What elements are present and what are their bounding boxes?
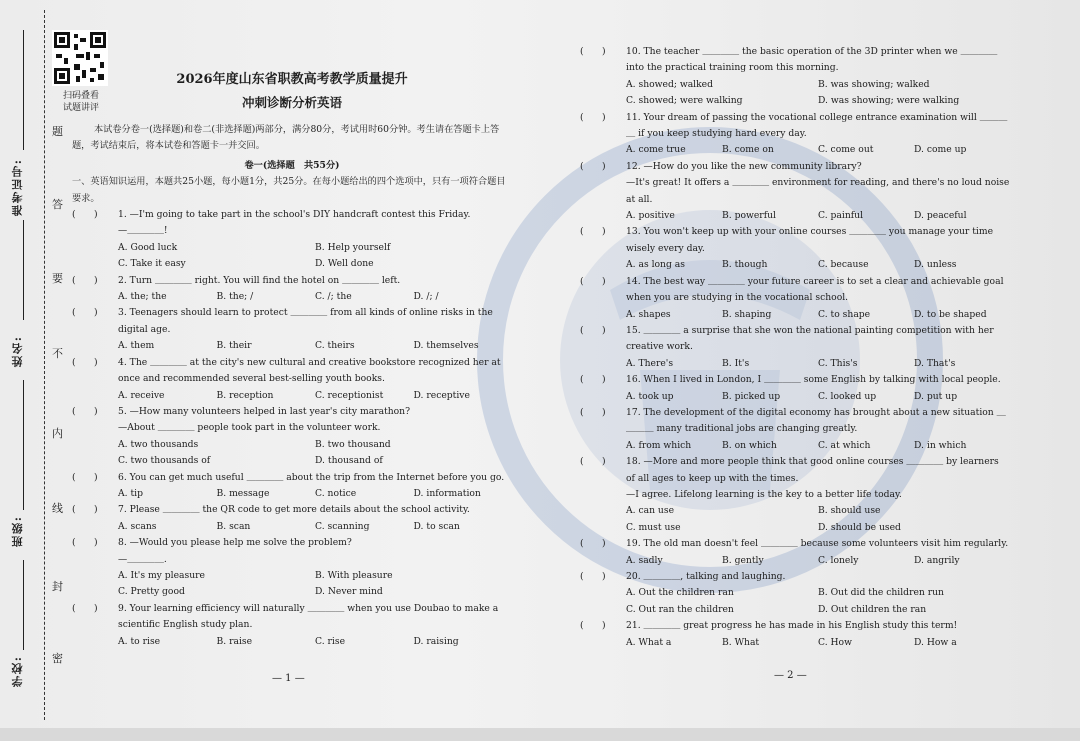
exam-number-line-2 <box>23 220 24 320</box>
answer-option: B. their <box>216 340 252 352</box>
answer-option: C. Pretty good <box>118 586 185 598</box>
answer-option: B. With pleasure <box>315 569 393 581</box>
question-stem-row <box>72 502 512 518</box>
question-list-left <box>72 207 512 650</box>
answer-option: C. to shape <box>818 308 871 320</box>
answer-bracket: ( ) <box>580 374 606 386</box>
answer-option: C. because <box>818 259 869 271</box>
question-stem: 13. You won't keep up with your online courses ＿＿＿＿ you manage your time wisely every day. <box>626 226 994 254</box>
answer-option: B. though <box>722 259 768 271</box>
answer-option: B. raise <box>216 635 253 647</box>
question-stem-row <box>580 372 1010 388</box>
answer-option: A. them <box>118 340 155 352</box>
answer-option: D. /; / <box>413 291 439 303</box>
exam-number-label: 准考证号: <box>11 158 24 217</box>
question-stem: 10. The teacher ＿＿＿＿ the basic operation of the 3D printer when we ＿＿＿＿ into the practical training room this morning. <box>626 46 998 74</box>
answer-option: D. Well done <box>315 258 374 270</box>
question-stem-row <box>580 159 1010 175</box>
answer-bracket: ( ) <box>580 275 606 287</box>
question-stem: 1. —I'm going to take part in the school's DIY handcraft contest this Friday. <box>118 209 471 221</box>
answer-option: B. shaping <box>722 308 772 320</box>
answer-option: B. powerful <box>722 210 776 222</box>
class-label: 班级: <box>11 515 24 548</box>
answer-option: D. That's <box>914 357 956 369</box>
question-item <box>580 274 1010 323</box>
question-stem: 9. Your learning efficiency will naturally ＿＿＿＿ when you use Doubao to make a scientific English study plan. <box>118 602 499 631</box>
question-item <box>72 601 512 650</box>
question-stem: 17. The development of the digital economy has brought about a new situation ＿＿＿＿ many traditional jobs are changing greatly. <box>626 406 1006 435</box>
answer-option: D. should be used <box>818 521 901 533</box>
answer-option: D. angrily <box>914 554 960 566</box>
question-stem: 11. Your dream of passing the vocational college entrance examination will ＿＿＿＿ if you keep studying hard every day. <box>626 111 1008 140</box>
answer-option: B. picked up <box>722 390 781 402</box>
question-stem-row <box>72 207 512 223</box>
answer-option: B. should use <box>818 505 881 517</box>
question-stem: 5. —How many volunteers helped in last year's city marathon? <box>118 405 411 417</box>
question-stem: 12. —How do you like the new community library? <box>626 160 862 172</box>
question-item <box>72 273 512 306</box>
answer-option: D. unless <box>914 259 957 271</box>
seal-char: 内 <box>52 427 63 440</box>
answer-option: B. Help yourself <box>315 241 391 253</box>
answer-option: C. This's <box>818 357 858 369</box>
seal-char: 线 <box>52 502 63 515</box>
question-dialogue-line: —It's great! It offers a ＿＿＿＿ environment for reading, and there's no loud noise at all. <box>626 177 1010 205</box>
answer-option: D. Never mind <box>315 586 383 598</box>
question-dialogue-line: —＿＿＿＿. <box>118 553 167 565</box>
question-item <box>580 44 1010 110</box>
option-group <box>580 356 1010 372</box>
answer-bracket: ( ) <box>580 571 606 582</box>
exam-subtitle: 冲刺诊断分析英语 <box>241 95 342 110</box>
answer-option: A. tip <box>118 487 143 499</box>
question-stem-row <box>580 454 1010 487</box>
column-right <box>580 44 1010 651</box>
seal-char: 答 <box>52 198 63 211</box>
answer-option: C. two thousands of <box>118 455 211 467</box>
option-group <box>580 635 1010 651</box>
answer-option: D. put up <box>914 390 958 402</box>
question-stem: 16. When I lived in London, I ＿＿＿＿ some English by talking with local people. <box>626 374 1001 386</box>
question-stem: 8. —Would you please help me solve the problem? <box>118 537 352 549</box>
question-stem: 18. —More and more people think that good online courses ＿＿＿＿ by learners of all ages to keep up with the times. <box>626 456 999 484</box>
question-item <box>580 405 1010 454</box>
answer-option: A. as long as <box>626 259 685 271</box>
question-stem-row <box>580 323 1010 356</box>
question-item <box>580 372 1010 405</box>
answer-bracket: ( ) <box>72 602 98 614</box>
answer-option: B. gently <box>722 554 764 566</box>
answer-option: D. to be shaped <box>914 308 987 320</box>
seal-char: 题 <box>52 125 63 138</box>
option-group <box>72 634 512 650</box>
answer-option: D. themselves <box>413 340 479 352</box>
option-group <box>72 486 512 502</box>
option-group <box>72 388 512 404</box>
answer-option: B. reception <box>216 389 274 401</box>
qr-caption-2: 试题讲评 <box>62 103 99 113</box>
option-group <box>72 338 512 354</box>
question-stem-row <box>72 355 512 388</box>
answer-option: D. Out children the ran <box>818 603 927 615</box>
answer-option: A. There's <box>626 357 674 369</box>
answer-option: A. It's my pleasure <box>118 569 205 581</box>
answer-option: B. come on <box>722 144 774 156</box>
page-number: — 2 — <box>774 670 807 681</box>
answer-option: C. at which <box>818 439 871 451</box>
answer-option: B. on which <box>722 439 777 451</box>
seal-char: 密 <box>52 652 63 665</box>
question-stem: 3. Teenagers should learn to protect ＿＿＿＿ from all kinds of online risks in the digital age. <box>118 307 493 335</box>
question-stem-row <box>72 273 512 289</box>
option-group <box>580 307 1010 323</box>
answer-option: A. took up <box>626 390 674 402</box>
answer-option: C. looked up <box>818 390 877 402</box>
answer-bracket: ( ) <box>580 456 606 468</box>
option-group <box>72 437 512 470</box>
seal-char: 要 <box>52 272 63 285</box>
answer-option: C. must use <box>626 521 681 533</box>
question-stem: 4. The ＿＿＿＿ at the city's new cultural and creative bookstore recognized her at once and recommended several best-selling youth books. <box>118 356 501 385</box>
cut-line <box>44 10 45 720</box>
question-stem-row <box>580 44 1010 77</box>
answer-bracket: ( ) <box>580 111 606 123</box>
question-item <box>72 305 512 354</box>
answer-option: A. What a <box>626 636 672 648</box>
answer-option: C. How <box>818 636 852 648</box>
answer-option: C. /; the <box>315 291 352 303</box>
question-stem-row <box>580 569 1010 585</box>
answer-bracket: ( ) <box>72 209 98 221</box>
answer-option: B. What <box>722 636 760 648</box>
seal-char: 封 <box>52 580 63 593</box>
answer-option: C. theirs <box>315 340 355 352</box>
answer-bracket: ( ) <box>72 504 98 516</box>
question-stem: 20. ＿＿＿＿, talking and laughing. <box>626 571 786 582</box>
column-left <box>72 70 512 650</box>
answer-bracket: ( ) <box>72 405 98 417</box>
answer-option: C. receptionist <box>315 389 384 401</box>
answer-bracket: ( ) <box>72 471 98 483</box>
question-item <box>72 502 512 535</box>
question-stem-row <box>72 601 512 634</box>
answer-option: C. painful <box>818 210 864 222</box>
answer-option: A. the; the <box>118 291 167 303</box>
question-item <box>580 323 1010 372</box>
question-item <box>72 404 512 470</box>
answer-option: C. come out <box>818 144 874 156</box>
exam-title: 2026年度山东省职教高考教学质量提升 <box>176 72 408 87</box>
answer-option: B. the; / <box>216 291 254 303</box>
answer-bracket: ( ) <box>72 274 98 286</box>
option-group <box>580 503 1010 536</box>
binding-strip <box>0 0 99 741</box>
question-stem-row <box>580 224 1010 257</box>
question-stem-row <box>72 470 512 486</box>
scan-edge <box>0 728 1080 741</box>
school-label: 学校: <box>11 655 24 688</box>
question-stem-row <box>580 405 1010 438</box>
answer-option: A. to rise <box>118 635 161 647</box>
qr-caption-1: 扫码叠看 <box>62 91 99 101</box>
question-dialogue-line: —About ＿＿＿＿ people took part in the volunteer work. <box>118 422 381 434</box>
question-item <box>580 110 1010 159</box>
question-stem-row <box>580 618 1010 634</box>
answer-option: D. receptive <box>413 389 470 401</box>
question-item <box>72 535 512 601</box>
question-stem: 15. ＿＿＿＿ a surprise that she won the national painting competition with her creative work. <box>626 324 994 353</box>
option-group <box>580 142 1010 158</box>
answer-option: B. message <box>216 487 270 499</box>
option-group <box>580 553 1010 569</box>
answer-option: A. from which <box>626 439 692 451</box>
question-stem: 7. Please ＿＿＿＿ the QR code to get more details about the school activity. <box>118 504 470 516</box>
seal-char: 不 <box>52 347 63 360</box>
option-group <box>580 389 1010 405</box>
question-item <box>72 470 512 503</box>
option-group <box>72 289 512 305</box>
answer-option: A. Out the children ran <box>626 587 734 599</box>
question-stem: 21. ＿＿＿＿ great progress he has made in his English study this term! <box>626 620 958 632</box>
question-stem-row <box>72 535 512 551</box>
question-dialogue-line: —I agree. Lifelong learning is the key to a better life today. <box>626 488 902 500</box>
answer-bracket: ( ) <box>580 406 606 418</box>
part-heading: 卷一(选择题 共55分) <box>244 159 340 171</box>
question-stem: 19. The old man doesn't feel ＿＿＿＿ because some volunteers visit him regularly. <box>626 538 1009 550</box>
answer-option: C. lonely <box>818 554 859 566</box>
question-item <box>580 454 1010 536</box>
name-line <box>23 380 24 510</box>
option-group <box>72 240 512 273</box>
answer-option: C. scanning <box>315 520 370 532</box>
answer-bracket: ( ) <box>580 226 606 238</box>
answer-bracket: ( ) <box>72 307 98 319</box>
answer-option: C. rise <box>315 635 346 647</box>
question-item <box>72 207 512 273</box>
answer-option: C. Take it easy <box>118 258 186 270</box>
question-item <box>72 355 512 404</box>
answer-option: A. receive <box>118 389 165 401</box>
answer-option: D. raising <box>413 635 459 647</box>
question-list-right <box>580 44 1010 651</box>
answer-option: A. Good luck <box>118 241 178 253</box>
answer-bracket: ( ) <box>580 620 606 632</box>
question-stem-row <box>580 274 1010 307</box>
answer-bracket: ( ) <box>580 324 606 336</box>
question-item <box>580 536 1010 569</box>
question-dialogue-line: —＿＿＿＿! <box>118 225 168 237</box>
answer-bracket: ( ) <box>580 46 606 57</box>
answer-bracket: ( ) <box>72 537 98 549</box>
answer-option: D. thousand of <box>315 455 383 467</box>
answer-option: D. come up <box>914 144 967 156</box>
exam-intro: 本试卷分卷一(选择题)和卷二(非选择题)两部分，满分80分，考试用时60分钟。考生请在答题卡上答题，考试结束后，将本试卷和答题卡一并交回。 <box>72 124 500 152</box>
class-line <box>23 560 24 650</box>
option-group <box>580 208 1010 224</box>
answer-option: A. two thousands <box>118 438 199 450</box>
page-number: — 1 — <box>272 673 305 684</box>
answer-option: D. was showing; were walking <box>818 95 960 107</box>
answer-option: A. positive <box>626 210 675 222</box>
answer-bracket: ( ) <box>72 356 98 368</box>
answer-option: B. Out did the children run <box>818 587 944 599</box>
question-item <box>580 569 1010 618</box>
section-heading: 一、英语知识运用，本题共25小题，每小题1分，共25分。在每小题给出的四个选项中，只有一项符合题目要求。 <box>72 176 506 204</box>
answer-option: B. was showing; walked <box>818 78 930 90</box>
answer-option: D. to scan <box>413 520 460 532</box>
option-group <box>72 519 512 535</box>
answer-option: B. two thousand <box>315 438 391 450</box>
option-group <box>580 585 1010 618</box>
answer-option: A. showed; walked <box>626 78 714 90</box>
question-item <box>580 618 1010 651</box>
question-stem-row <box>72 404 512 420</box>
exam-number-line <box>23 30 24 150</box>
answer-option: B. It's <box>722 357 750 369</box>
answer-option: A. come true <box>626 144 686 156</box>
option-group <box>72 568 512 601</box>
answer-option: D. information <box>413 487 481 499</box>
answer-option: A. scans <box>118 520 157 532</box>
question-stem-row <box>580 536 1010 552</box>
option-group <box>580 257 1010 273</box>
answer-option: C. notice <box>315 487 357 499</box>
question-item <box>580 224 1010 273</box>
name-label: 姓名: <box>11 335 24 368</box>
answer-option: A. sadly <box>626 554 663 566</box>
question-stem: 14. The best way ＿＿＿＿ your future career is to set a clear and achievable goal when you are studying in the vocational school. <box>626 275 1004 304</box>
question-stem-row <box>72 305 512 338</box>
answer-option: D. peaceful <box>914 210 967 222</box>
answer-option: D. How a <box>914 636 957 648</box>
answer-option: B. scan <box>216 520 251 532</box>
answer-option: D. in which <box>914 439 967 451</box>
answer-option: A. can use <box>626 505 675 517</box>
question-stem: 6. You can get much useful ＿＿＿＿ about the trip from the Internet before you go. <box>118 471 505 483</box>
question-item <box>580 159 1010 225</box>
answer-option: C. Out ran the children <box>626 603 734 615</box>
question-stem: 2. Turn ＿＿＿＿ right. You will find the hotel on ＿＿＿＿ left. <box>118 274 401 286</box>
answer-bracket: ( ) <box>580 538 606 550</box>
answer-bracket: ( ) <box>580 160 606 172</box>
question-stem-row <box>580 110 1010 143</box>
option-group <box>580 77 1010 110</box>
option-group <box>580 438 1010 454</box>
answer-option: C. showed; were walking <box>626 95 743 107</box>
answer-option: A. shapes <box>626 308 671 320</box>
